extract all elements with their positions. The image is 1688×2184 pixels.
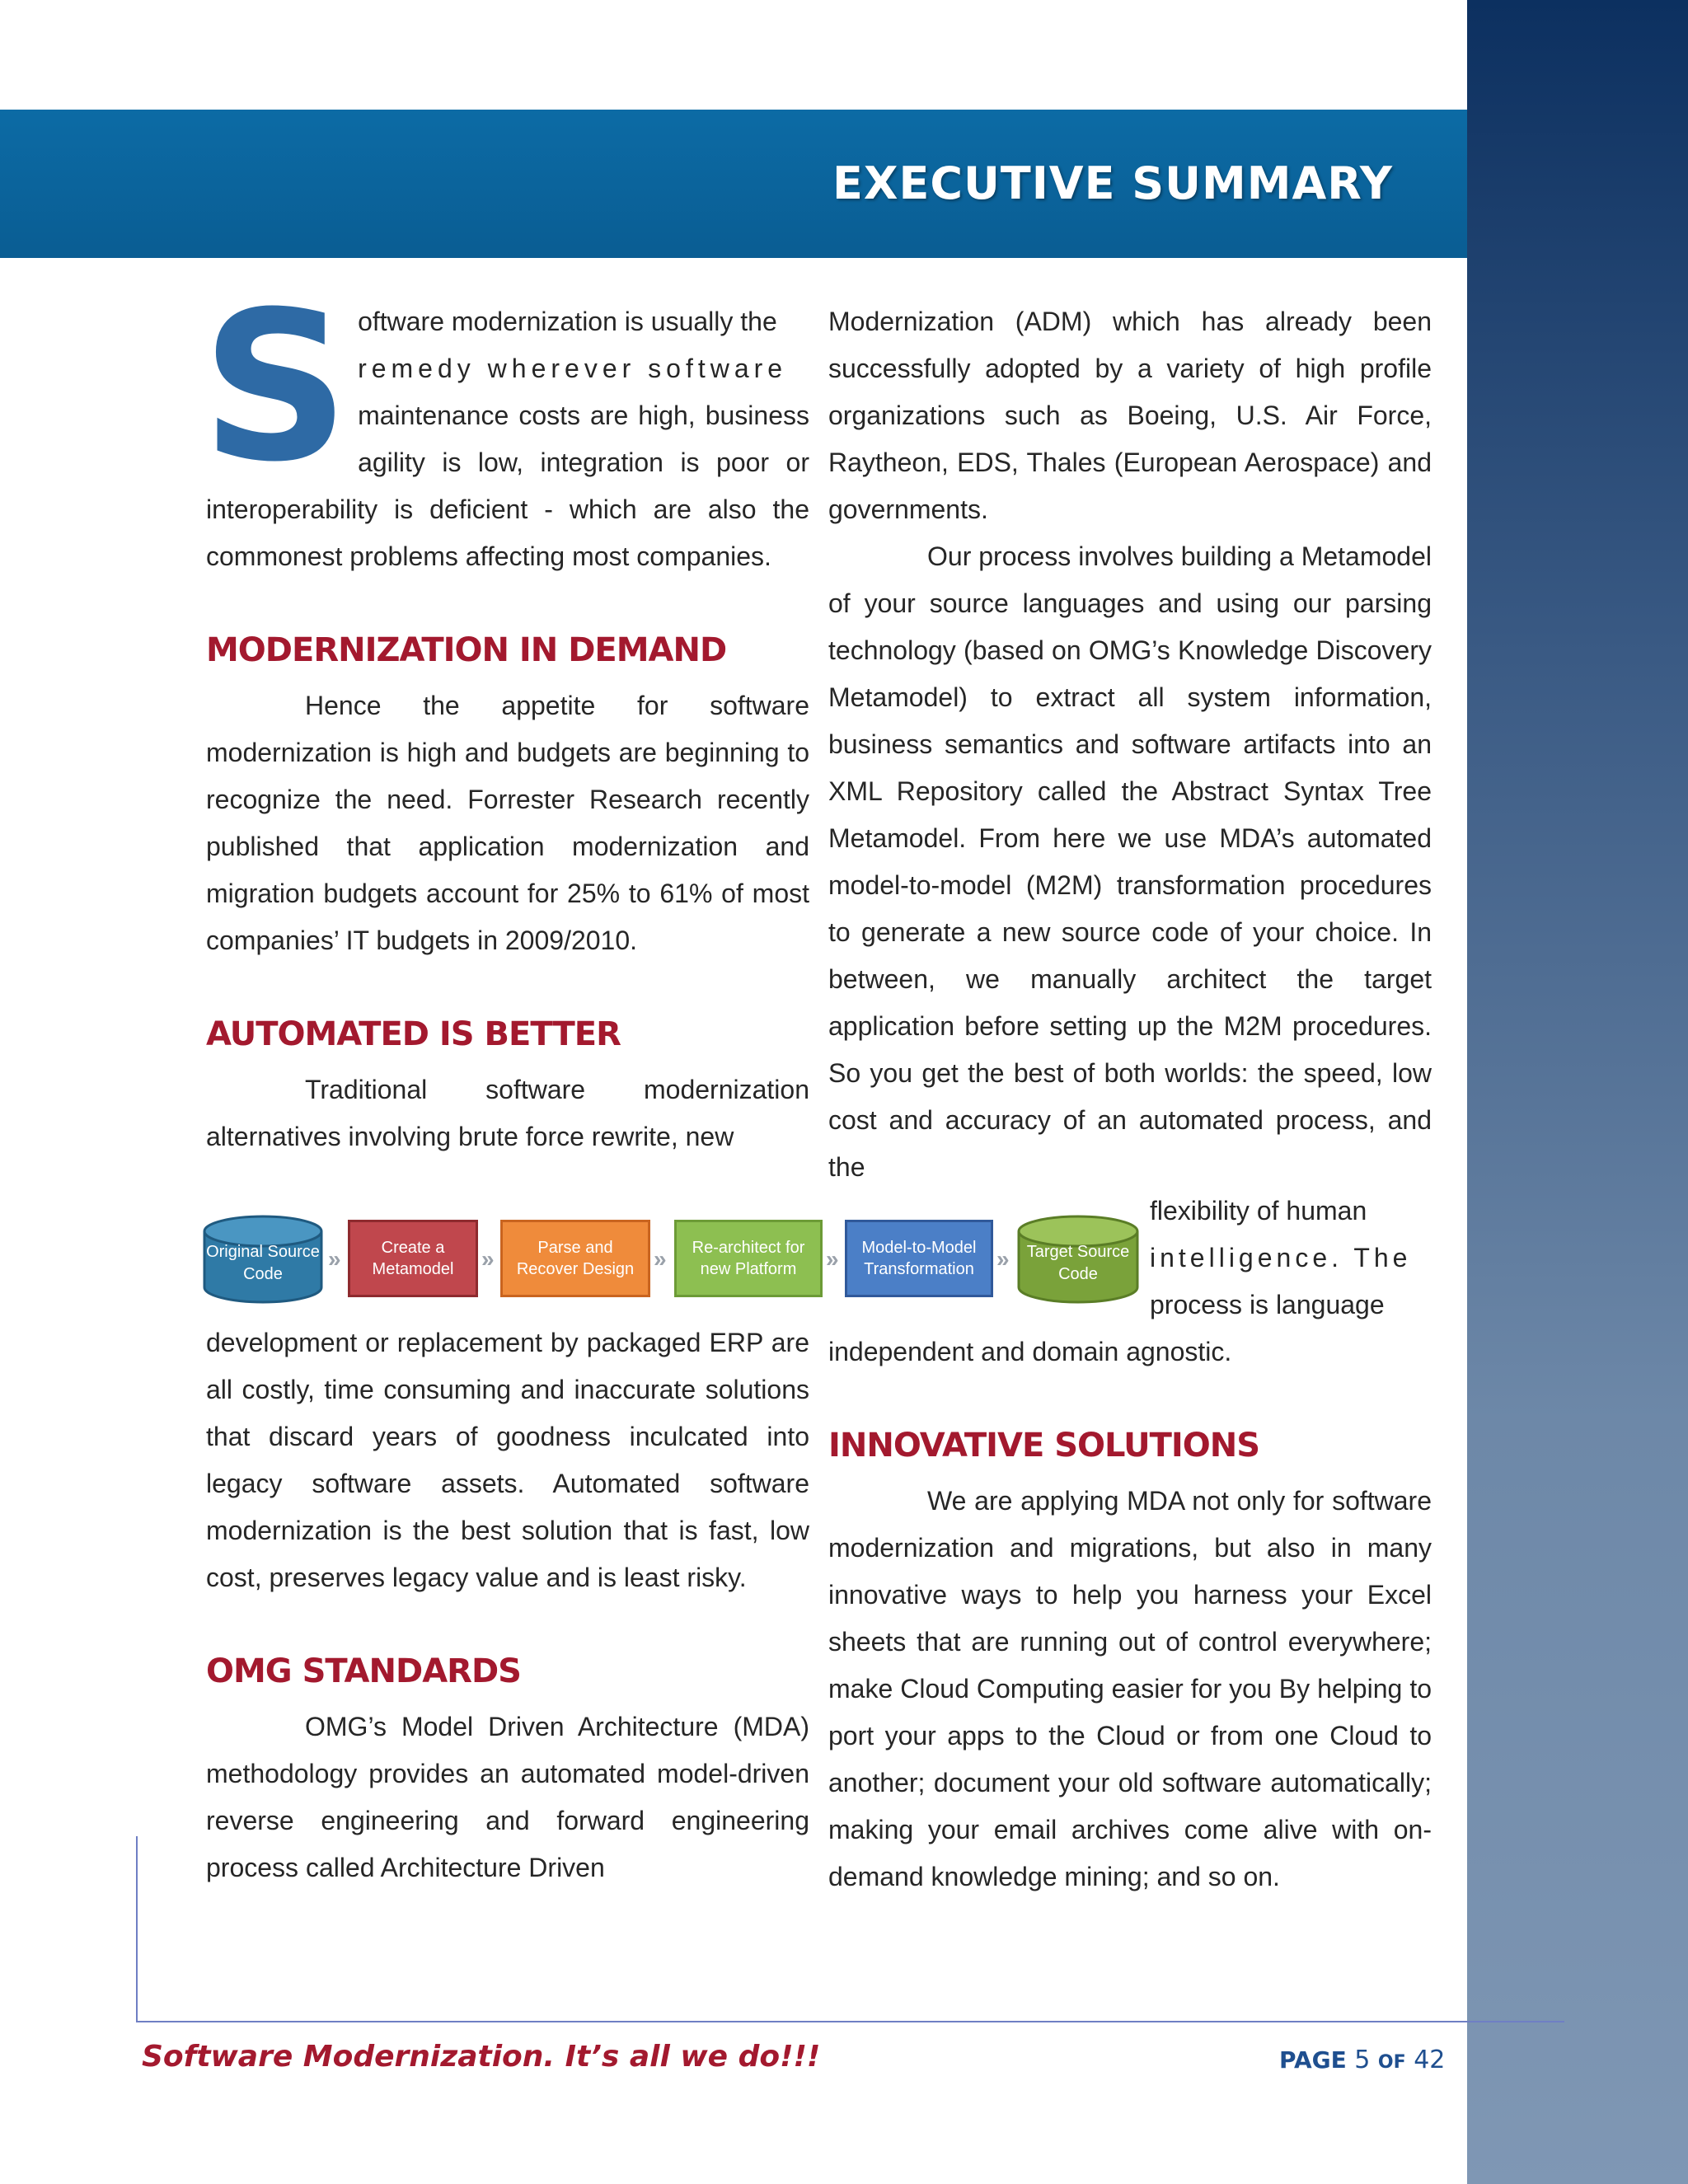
page-of-word: OF — [1377, 2052, 1406, 2073]
left-column-top — [201, 267, 809, 1160]
flow-step-label: Original Source Code — [206, 1243, 320, 1283]
footer-vertical-rule — [136, 1836, 138, 2022]
flow-step-label: Target Source Code — [1026, 1243, 1130, 1283]
flow-arrow-icon: » — [328, 1246, 335, 1272]
flow-step-model-to-model: Model-to-Model Transformation — [845, 1220, 993, 1297]
footer-tagline: Software Modernization. It’s all we do!!! — [142, 2040, 821, 2074]
flow-step-parse-recover-design: Parse and Recover Design — [500, 1220, 650, 1297]
footer-horizontal-rule — [136, 2021, 1564, 2022]
intro-paragraph: maintenance costs are high, business agility is low, integration is poor or interoperability is deficient - which are also the commonest problems affecting most companies. — [206, 401, 809, 571]
flow-arrow-icon: » — [826, 1246, 832, 1272]
right-column-middle — [1150, 1188, 1432, 1329]
flow-step-create-metamodel: Create a Metamodel — [348, 1220, 478, 1297]
process-tail: independent and domain agnostic. — [828, 1337, 1232, 1366]
left-column-bottom — [206, 1319, 809, 1891]
automated-paragraph-bottom: development or replacement by packaged ERP are all costly, time consuming and inaccurate solutions that discard years of goodness inculcated into legacy software assets. Automated software modernization is the best solution that is fast, low cost, preserves legacy value and is least risky. — [206, 1328, 809, 1592]
right-column-top — [828, 298, 1432, 1191]
heading-innovative-solutions: INNOVATIVE SOLUTIONS — [828, 1427, 1260, 1465]
heading-automated-is-better: AUTOMATED IS BETTER — [206, 1015, 621, 1053]
page-number — [1279, 2046, 1445, 2074]
process-flow-diagram — [198, 1213, 1154, 1304]
process-mid-line-1: flexibility of human — [1150, 1196, 1367, 1226]
process-paragraph: Our process involves building a Metamodel of your source languages and using our parsing technology (based on OMG’s Knowledge Discovery Metamodel) to extract all system information, business semantics and software artifacts into an XML Repository called the Abstract Syntax Tree Metamodel. From here we use MDA’s automated model-to-model (M2M) transformation procedures to generate a new source code of your choice. In between, we manually architect the target application before setting up the M2M procedures. So you get the best of both worlds: the speed, low cost and accuracy of an automated process, and the — [828, 541, 1432, 1182]
demand-paragraph: Hence the appetite for software modernization is high and budgets are beginning to recognize the need. Forrester Research recently published that application modernization and migration budgets account for 25% to 61% of most companies’ IT budgets in 2009/2010. — [206, 691, 809, 955]
heading-omg-standards: OMG STANDARDS — [206, 1652, 521, 1690]
flow-arrow-icon: » — [481, 1246, 488, 1272]
process-mid-line-2: intelligence. The — [1150, 1243, 1412, 1272]
flow-arrow-icon: » — [654, 1246, 660, 1272]
right-decorative-band — [1467, 0, 1688, 2184]
flow-arrow-icon: » — [996, 1246, 1003, 1272]
page-total: 42 — [1414, 2046, 1446, 2074]
flow-step-rearchitect: Re-architect for new Platform — [674, 1220, 823, 1297]
adm-paragraph: Modernization (ADM) which has already been successfully adopted by a variety of high profile organizations such as Boeing, U.S. Air Force, Raytheon, EDS, Thales (European Aerospace) and governments. — [828, 307, 1432, 524]
flow-step-original-source-code — [201, 1213, 325, 1304]
intro-line-1: oftware modernization is usually the — [358, 307, 777, 336]
drop-cap: S — [201, 267, 350, 507]
process-mid-line-3: process is language — [1150, 1290, 1385, 1319]
automated-paragraph-top: Traditional software modernization alternatives involving brute force rewrite, new — [206, 1075, 809, 1151]
header-band — [0, 110, 1467, 258]
page-title: EXECUTIVE SUMMARY — [832, 157, 1393, 209]
innovative-paragraph: We are applying MDA not only for software modernization and migrations, but also in many innovative ways to help you harness your Excel sheets that are running out of control everywhere; make Cloud Computing easier for you By helping to port your apps to the Cloud or from one Cloud to another; document your old software automatically; making your email archives come alive with on-demand knowledge mining; and so on. — [828, 1486, 1432, 1891]
page-current: 5 — [1354, 2046, 1371, 2074]
heading-modernization-in-demand: MODERNIZATION IN DEMAND — [206, 631, 727, 669]
omg-paragraph: OMG’s Model Driven Architecture (MDA) methodology provides an automated model-driven reverse engineering and forward engineering process called Architecture Driven — [206, 1712, 809, 1882]
page-word: PAGE — [1279, 2046, 1347, 2074]
flow-step-target-source-code — [1015, 1213, 1141, 1304]
intro-line-2: remedy wherever software — [358, 354, 788, 383]
right-column-bottom — [828, 1329, 1432, 1900]
